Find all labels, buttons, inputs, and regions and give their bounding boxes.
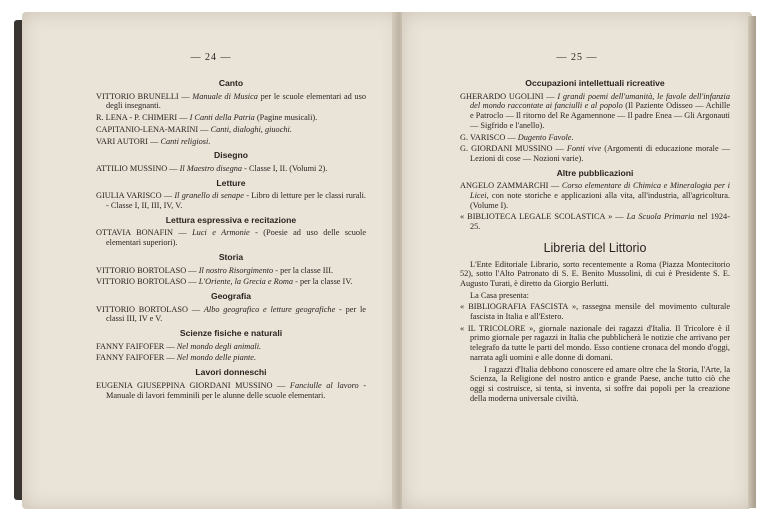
entry-author: VITTORIO BORTOLASO — [96,277,199,287]
catalog-entry [96,191,366,210]
entry-title: La Scuola Primaria [626,212,695,222]
entry-title: Corso elementare di Chimica e Mineralogia per i Licei [470,181,730,201]
entry-title: Luci e Armonie [192,228,250,238]
libreria-item-0: « BIBLIOGRAFIA FASCISTA », rassegna mensile del movimento culturale fascista in Italia e all'Estero. [460,302,730,322]
catalog-entry [96,381,366,400]
entry-title: Fanciulle al lavoro [289,380,359,390]
entry-rest: (Pagine musicali). [254,113,318,123]
libreria-presenta: La Casa presenta: [470,290,529,300]
libreria-intro: L'Ente Editoriale Librario, sorto recentemente a Roma (Piazza Montecitorio 52), sotto l'Alto Patronato di S. E. Benito Mussolini, di cui è Presidente S. E. Augusto Turati, è diretto da Giorgio Berlutti. [460,259,730,288]
right-page [402,12,752,509]
entry-author: ANGELO ZAMMARCHI — [460,181,562,191]
entry-rest: - Manuale di lavori femminili per le alunne delle scuole elementari. [106,380,367,400]
section-heading: Lavori donneschi [195,367,267,378]
entry-rest: nel 1924-25. [470,212,730,232]
entry-title: Dugento Favole. [517,132,574,142]
entry-rest: - per la classe III. [273,265,334,275]
entry-rest: , con note storiche e applicazioni alla vita, all'industria, all'agricoltura. (Volume I). [470,191,730,210]
page-number-right: — 25 — [556,52,598,63]
entry-title: Il Maestro disegna [179,163,243,173]
section-heading: Letture [216,177,246,188]
catalog-entry [96,353,366,363]
entry-author: R. LENA - P. CHIMERI — [96,113,190,123]
libreria-closing: I ragazzi d'Italia debbono conoscere ed amare oltre che la Storia, l'Arte, la Scienza, la Religione del nostro antico e grande Paese, anche tutto ciò che oggi si costruisce, si tenta, si inventa, si soffre dai popoli per la creazione della moderna universale civiltà. [470,364,730,403]
catalog-entry [460,144,730,163]
entry-author: EUGENIA GIUSEPPINA GIORDANI MUSSINO — [96,380,290,390]
entry-title: Nel mondo degli animali. [176,341,262,351]
catalog-entry [96,92,366,111]
entry-author: ATTILIO MUSSINO — [96,163,180,173]
entry-title: Fonti vive [566,144,602,154]
entry-rest: - Libro di letture per le classi rurali. - Classe I, II, III, IV, V. [106,191,366,211]
libreria-title: Libreria del Littorio [543,240,647,255]
entry-rest: - Classe I, II. (Volumi 2). [242,163,328,173]
right-sections [460,79,730,232]
entry-rest: (Argomenti di educazione morale — Lezioni di cose — Nozioni varie). [470,144,730,163]
entry-author: VITTORIO BRUNELLI — [96,91,193,101]
entry-author: VARI AUTORI — [96,136,161,146]
catalog-entry [460,212,730,231]
page-number-left: — 24 — [190,52,232,63]
section-heading: Storia [218,251,244,262]
open-book [14,12,754,512]
entry-author: VITTORIO BORTOLASO — [96,265,199,275]
entry-title: I grandi poemi dell'umanità, le favole dell'infanzia del mondo raccontate ai fanciulli e al popolo [470,91,730,111]
catalog-entry [96,277,366,287]
entry-title: Manuale di Musica [192,91,258,101]
catalog-entry [96,137,366,147]
entry-author: FANNY FAIFOFER — [96,353,177,363]
entry-title: L'Oriente, la Grecia e Roma [198,277,294,287]
entry-title: Il nostro Risorgimento [198,265,274,275]
catalog-entry [460,92,730,131]
right-page-content [460,74,730,405]
entry-title: I Canti della Patria [189,113,255,123]
entry-author: « BIBLIOTECA LEGALE SCOLASTICA » — [460,212,627,222]
entry-rest: - (Poesie ad uso delle scuole elementari superiori). [106,228,367,248]
catalog-entry [96,228,366,247]
entry-author: OTTAVIA BONAFIN — [96,228,193,238]
catalog-entry [460,181,730,210]
entry-title: Canti, dialoghi, giuochi. [210,124,292,134]
entry-author: FANNY FAIFOFER — [96,341,177,351]
entry-author: GIULIA VARISCO — [96,191,175,201]
entry-author: VITTORIO BORTOLASO — [96,304,204,314]
entry-rest: per le scuole elementari ad uso degli insegnanti. [106,91,366,111]
catalog-entry [96,305,366,324]
left-page-content [96,74,366,402]
entry-title: Nel mondo delle piante. [176,353,257,363]
entry-author: G. GIORDANI MUSSINO — [460,144,567,154]
section-heading: Disegno [214,150,248,161]
section-heading: Altre pubblicazioni [556,167,634,178]
entry-title: Canti religiosi. [160,136,211,146]
entry-rest: - per le classi III, IV e V. [106,304,366,324]
section-heading: Canto [218,78,244,88]
left-page [22,12,400,509]
section-heading: Geografia [210,290,252,301]
entry-title: Il granello di senape [174,191,244,201]
section-heading: Lettura espressiva e recitazione [165,214,297,225]
entry-author: CAPITANIO-LENA-MARINI — [96,124,211,134]
entry-rest: (Il Paziente Odisseo — Achille e Patroclo — Il ritorno del Re Agamennone — Il padre Enea — Gli Argonauti — Sigfrido e l'anello). [470,101,730,130]
entry-author: GHERARDO UGOLINI — [460,91,558,101]
libreria-item-1: « IL TRICOLORE », giornale nazionale dei ragazzi d'Italia. Il Tricolore è il primo giornale per ragazzi in Italia che pubblicherà le notizie che arrivano per telegrafo da tutte le parti del mondo. Esso contiene cronaca del mondo d'oggi, narrata agli uomini e alle donne di domani. [460,323,730,362]
entry-rest: - per la classe IV. [293,277,353,287]
catalog-entry [96,266,366,276]
entry-author: G. VARISCO — [460,132,518,142]
section-heading: Scienze fisiche e naturali [179,328,283,339]
catalog-entry [96,164,366,174]
catalog-entry [96,125,366,135]
page-block-edge [748,16,756,508]
catalog-entry [460,133,730,143]
entry-title: Albo geografico e letture geografiche [203,304,336,314]
catalog-entry [96,113,366,123]
catalog-entry [96,342,366,352]
section-heading: Occupazioni intellettuali ricreative [525,78,665,88]
